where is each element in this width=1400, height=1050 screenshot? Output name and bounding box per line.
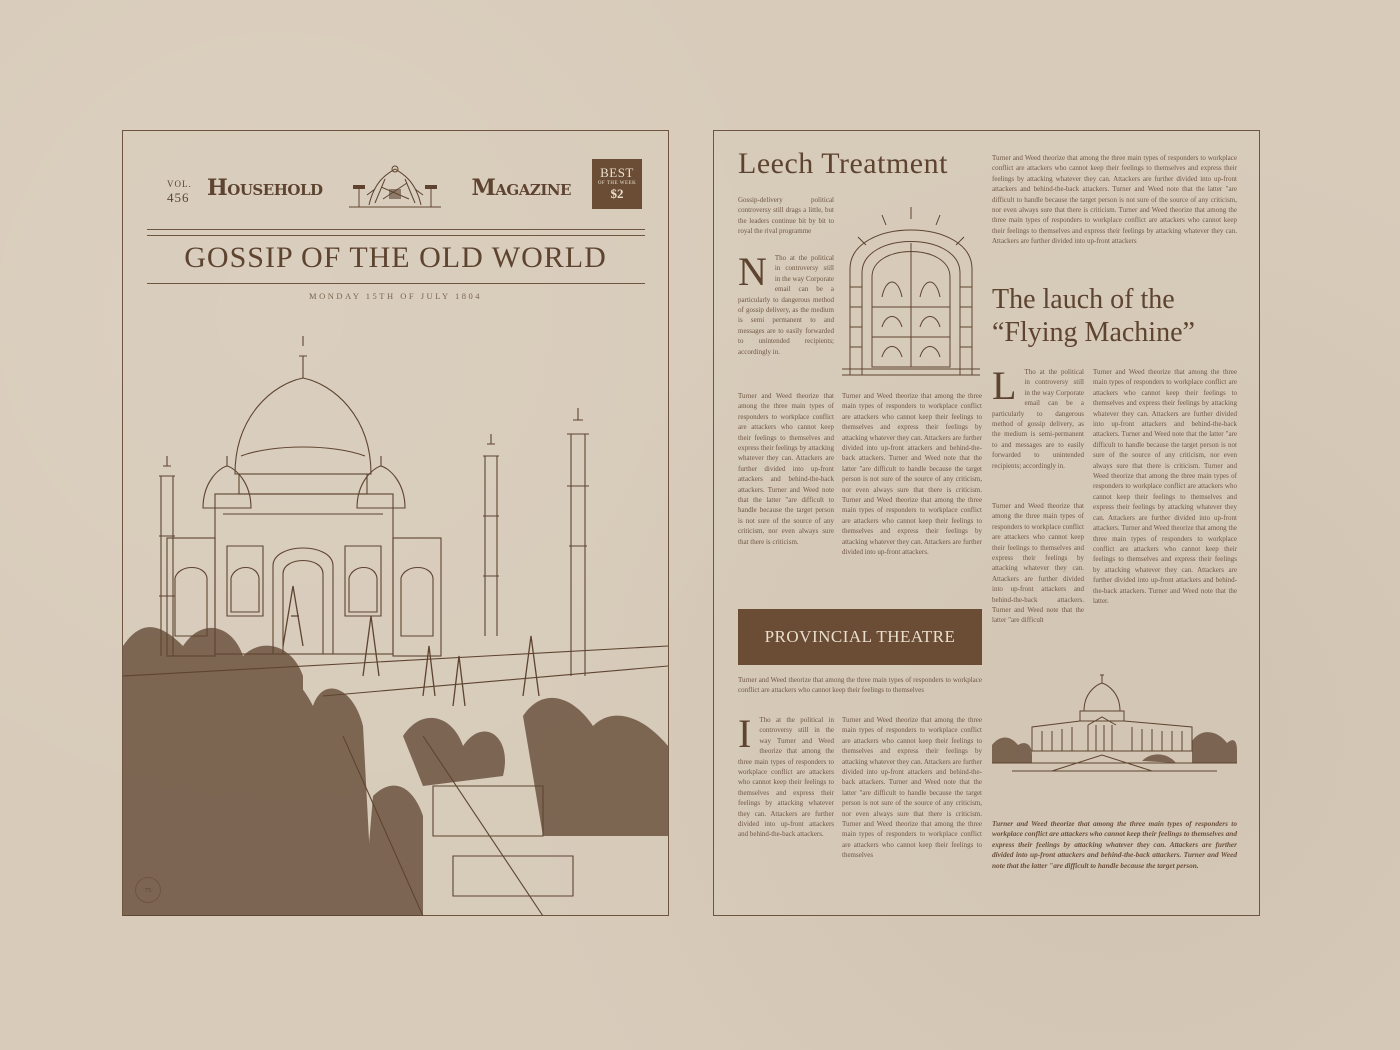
flying-body-1-text: Tho at the political in controversy still in the way Corporate email can be a particularly to dangerous method of gossip delivery, as the medium is semi-permanent to and messages are to easily forwarded to unintended recipients; accordingly in. xyxy=(992,368,1084,470)
header-rule-top xyxy=(147,229,645,230)
leech-heading: Leech Treatment xyxy=(738,147,948,180)
header-rule-bottom xyxy=(147,283,645,284)
leech-body-2: Turner and Weed theorize that among the three main types of responders to workplace conflict are attackers who cannot keep their feelings to themselves and express their feelings by attacking whatever they can. Attackers are further divided into up-front attackers and behind-the-back attackers. Turner and Weed note that the latter "are difficult to handle because the target person is not sure of the source of any criticism, nor even always sure that there is criticism. xyxy=(738,392,834,546)
price-value: $2 xyxy=(610,186,624,201)
volume-label xyxy=(167,177,192,205)
flying-machine-heading xyxy=(992,283,1195,349)
flying-heading-line2: “Flying Machine” xyxy=(992,317,1195,348)
theatre-dropcap: I xyxy=(738,711,752,756)
seal-icon: 75 xyxy=(135,877,161,903)
masthead-emblem-icon xyxy=(339,159,451,217)
flying-body-2: Turner and Weed theorize that among the three main types of responders to workplace conflict are attackers who cannot keep their feelings to themselves and express their feelings by attacking whatever they can. Attackers are further divided into up-front attackers and behind-the-back attackers. Turner and Weed note that the latter "are difficult xyxy=(992,502,1084,625)
arched-window-icon xyxy=(842,197,980,377)
price-badge xyxy=(592,159,642,209)
flying-body-3: Turner and Weed theorize that among the three main types of responders to workplace conflict are attackers who cannot keep their feelings to themselves and express their feelings by attacking whatever they can. Attackers are further divided into up-front attackers and behind-the-back attackers. Turner and Weed note that the latter "are difficult to handle because the target person is not sure of the source of any criticism, nor even always sure that there is criticism. Turner and Weed theorize that among the three main types of responders to workplace conflict are attackers who cannot keep their feelings to themselves and express their feelings by attacking whatever they can. Attackers are further divided into up-front attackers. Turner and Weed theorize that among the three main types of responders to workplace conflict are attackers who cannot keep their feelings to themselves and express their feelings by attacking whatever they can. Attackers are further divided into up-front attackers and behind-the-back attackers. Turner and Weed note that the latter. xyxy=(1093,368,1237,605)
leech-body-3: Turner and Weed theorize that among the three main types of responders to workplace conflict are attackers who cannot keep their feelings to themselves and express their feelings by attacking whatever they can. Attackers are further divided into up-front attackers and behind-the-back attackers. Turner and Weed note that the latter "are difficult to handle because the target person is not sure of the source of any criticism, nor even always sure that there is criticism. Turner and Weed theorize that among the three main types of responders to workplace conflict are attackers who cannot keep their feelings to themselves and express their feelings by attacking whatever they can. Attackers are further divided into up-front attackers. xyxy=(842,392,982,557)
masthead xyxy=(207,159,571,219)
volume-prefix: VOL. xyxy=(167,179,192,189)
taj-mahal-icon xyxy=(123,316,668,916)
inner-page xyxy=(713,130,1260,916)
provincial-theatre-banner: PROVINCIAL THEATRE xyxy=(738,609,982,665)
header-rule-top-2 xyxy=(147,235,645,236)
price-best-label: BEST xyxy=(600,165,634,180)
cover-title: GOSSIP OF THE OLD WORLD xyxy=(184,241,607,274)
leech-dropcap: N xyxy=(738,249,767,294)
flying-heading-line1: The lauch of the xyxy=(992,284,1175,315)
flying-dropcap: L xyxy=(992,363,1017,408)
price-sub-label: OF THE WEEK xyxy=(597,181,637,186)
cover-page xyxy=(122,130,669,916)
leech-body-1-text: Tho at the political in controversy still in the way Corporate email can be a particularly to dangerous method of gossip delivery, as the medium is semi permanent to and messages are to easily forwarded to unintended recipients; accordingly in. xyxy=(738,254,834,356)
leech-intro: Gossip-delivery political controversy still drags a little, but the leaders continue bit by bit to royal the rival programme xyxy=(738,196,834,236)
masthead-magazine: Magazine xyxy=(471,175,571,201)
capitol-building-icon xyxy=(992,671,1237,776)
theatre-body-1 xyxy=(738,711,834,840)
theatre-intro: Turner and Weed theorize that among the three main types of responders to workplace conflict are attackers who cannot keep their feelings to themselves xyxy=(738,676,982,695)
top-right-body: Turner and Weed theorize that among the three main types of responders to workplace conflict are attackers who cannot keep their feelings to themselves and express their feelings by attacking whatever they can. Attackers are further divided into up-front attackers and behind-the-back attackers. Turner and Weed note that the latter "are difficult to handle because the target person is not sure of the source of any criticism, nor even always sure that there is criticism. Turner and Weed theorize that among the three main types of responders to workplace conflict are attackers who cannot keep their feelings to themselves and express their feelings by attacking whatever they can. Attackers are further divided into up-front attackers xyxy=(992,154,1237,246)
leech-body-1 xyxy=(738,249,834,357)
capitol-caption: Turner and Weed theorize that among the three main types of responders to workplace conflict are attackers who cannot keep their feelings to themselves and express their feelings by attacking whatever they can. Attackers are further divided into up-front attackers and behind-the-back attackers. Turner and Weed note that the latter "are difficult to handle because the target person. xyxy=(992,819,1237,870)
cover-date: MONDAY 15TH OF JULY 1804 xyxy=(309,291,482,301)
volume-number: 456 xyxy=(167,190,190,205)
masthead-household: Household xyxy=(207,175,323,201)
theatre-body-1-text: Tho at the political in controversy still in the way Turner and Weed theorize that among the three main types of responders to workplace conflict are attackers who cannot keep their feelings to themselves and express their feelings by attacking whatever they can. Attackers are further divided into up-front attackers and behind-the-back attackers. xyxy=(738,716,834,839)
theatre-body-2: Turner and Weed theorize that among the three main types of responders to workplace conflict are attackers who cannot keep their feelings to themselves and express their feelings by attacking whatever they can. Attackers are further divided into up-front attackers and behind-the-back attackers. Turner and Weed note that the latter "are difficult to handle because the target person is not sure of the source of any criticism, nor even always sure that there is criticism. Turner and Weed theorize that among the three main types of responders to workplace conflict are attackers who cannot keep their feelings to themselves xyxy=(842,716,982,860)
flying-body-1 xyxy=(992,363,1084,471)
